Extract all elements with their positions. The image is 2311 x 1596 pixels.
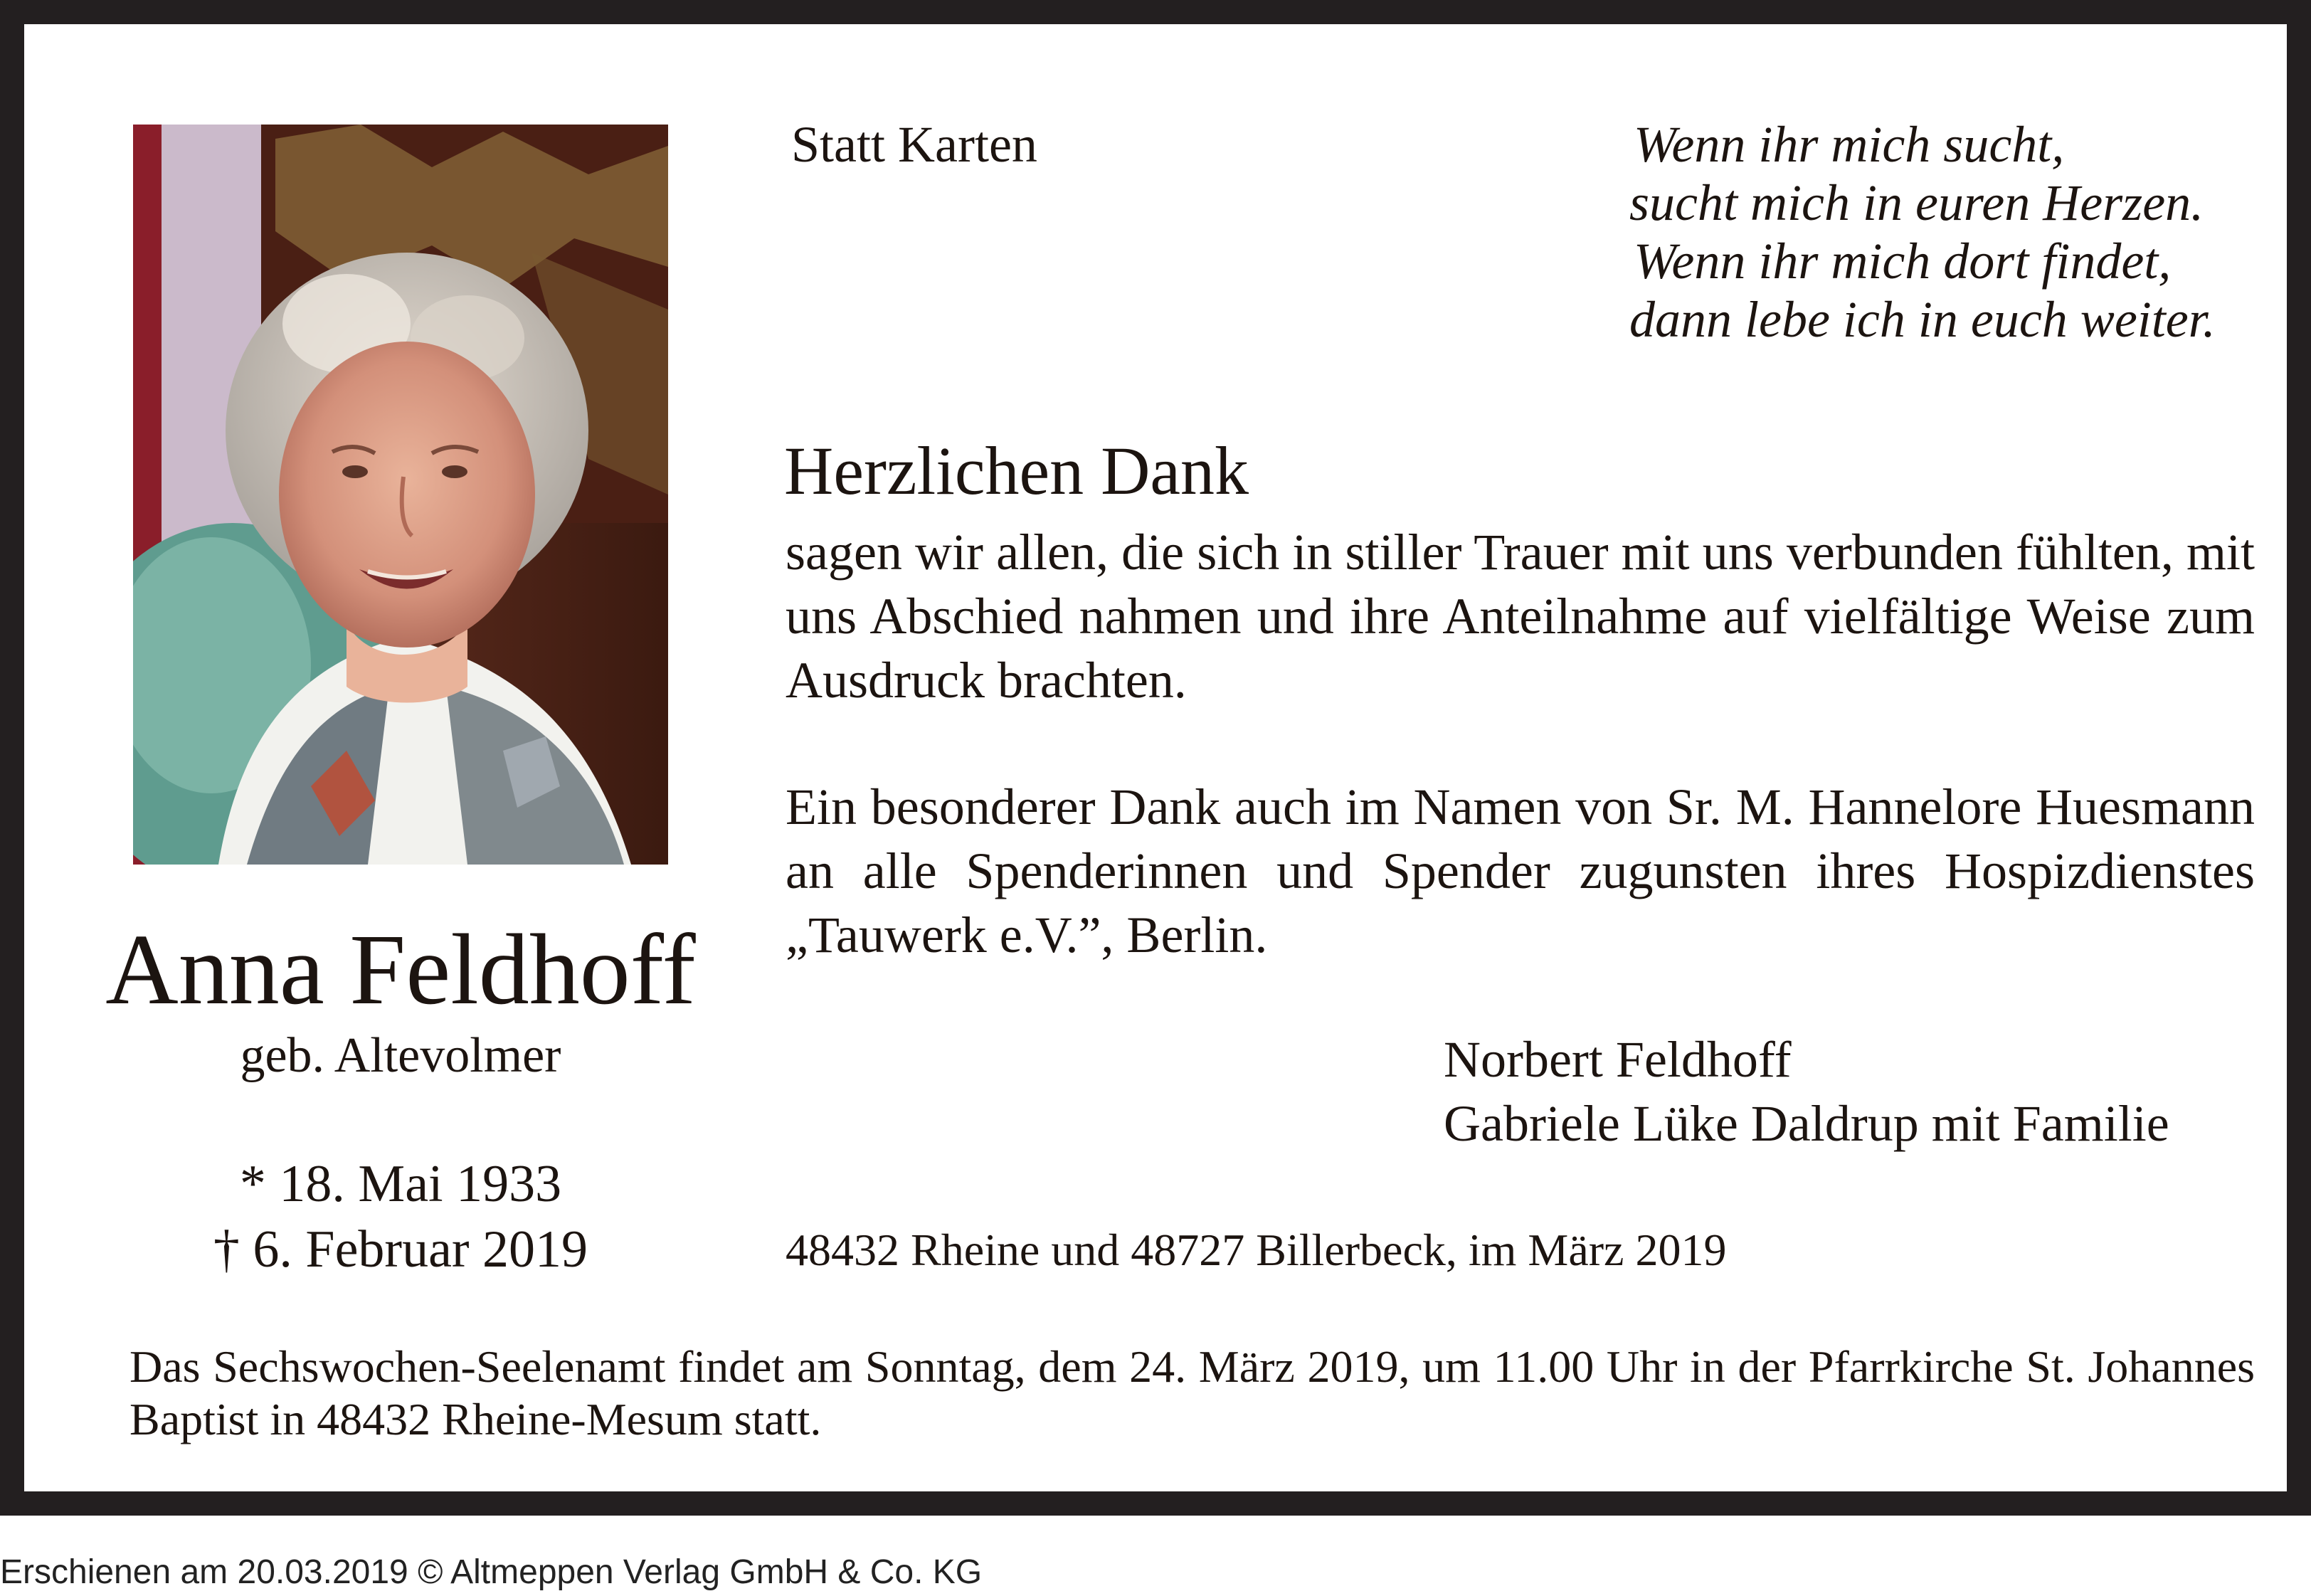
signers <box>1444 1027 2169 1156</box>
service-notice: Das Sechswochen-Seelenamt findet am Sonntag, dem 24. März 2019, um 11.00 Uhr in der Pfarrkirche St. Johannes Baptist in 48432 Rheine-Mesum statt. <box>129 1341 2255 1444</box>
poem-line: Wenn ihr mich sucht, <box>1634 116 2065 173</box>
statt-karten-label: Statt Karten <box>791 116 1037 173</box>
birth-date: * 18. Mai 1933 <box>239 1155 562 1213</box>
signer-name: Norbert Feldhoff <box>1444 1031 1792 1088</box>
poem-line: sucht mich in euren Herzen. <box>1629 174 2204 231</box>
poem-line: Wenn ihr mich dort findet, <box>1634 233 2172 290</box>
poem <box>1629 115 2216 349</box>
poem-line: dann lebe ich in euch weiter. <box>1629 291 2216 348</box>
deceased-name: Anna Feldhoff <box>105 913 696 1025</box>
death-date: † 6. Februar 2019 <box>213 1220 588 1279</box>
place-date: 48432 Rheine und 48727 Billerbeck, im März 2019 <box>786 1225 1727 1275</box>
signer-name: Gabriele Lüke Daldrup mit Familie <box>1444 1095 2169 1152</box>
thanks-paragraph: sagen wir allen, die sich in stiller Trauer mit uns verbunden fühlten, mit uns Abschied nahmen und ihre Anteilnahme auf vielfältige Weise zum Ausdruck brachten. <box>786 524 2255 709</box>
thanks-heading: Herzlichen Dank <box>784 433 1249 509</box>
portrait-photo <box>133 125 668 865</box>
birth-name: geb. Altevolmer <box>240 1028 561 1083</box>
special-thanks-paragraph: Ein besonderer Dank auch im Namen von Sr. M. Hannelore Huesmann an alle Spenderinnen und Spender zugunsten ihres Hospizdienstes „Tauwerk e.V.”, Berlin. <box>786 778 2255 963</box>
publication-credit: Erschienen am 20.03.2019 © Altmeppen Verlag GmbH & Co. KG <box>0 1553 983 1591</box>
